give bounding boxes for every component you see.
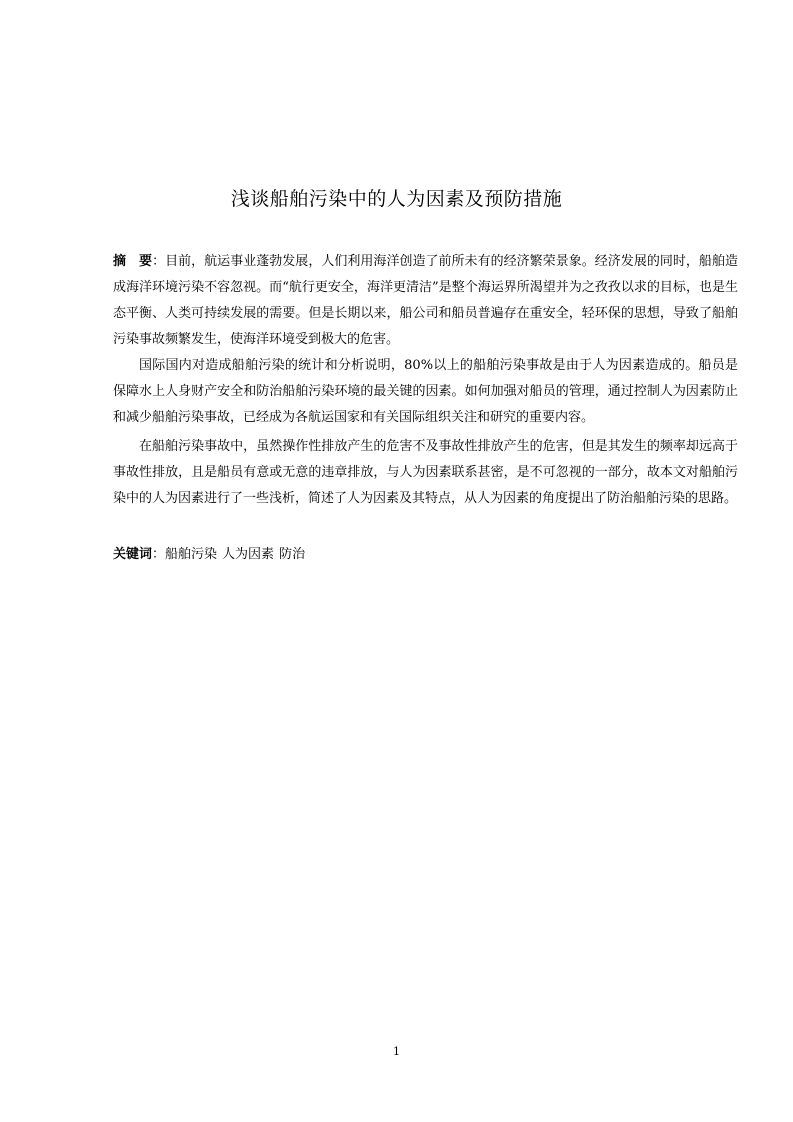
document-title: 浅谈船舶污染中的人为因素及预防措施	[230, 188, 563, 210]
abstract-colon: ：	[152, 254, 166, 269]
page-number: 1	[393, 1045, 400, 1058]
keywords-colon: ：	[152, 547, 166, 562]
keyword-item: 防治	[279, 547, 306, 562]
abstract-text: 目前，航运事业蓬勃发展，人们利用海洋创造了前所未有的经济繁荣景象。经济发展的同时，船舶造成海洋环境污染不容忽视。而“航行更安全，海洋更清洁”是整个海运界所渴望并为之孜孜以求的目标，也是生态平衡、人类可持续发展的需要。但是长期以来，船公司和船员普遍存在重安全，轻环保的思想，导致了船舶污染事故频繁发生，使海洋环境受到极大的危害。	[113, 254, 738, 347]
keywords-line	[113, 542, 738, 568]
keyword-item: 人为因素	[222, 547, 275, 562]
body-paragraph-1: 国际国内对造成船舶污染的统计和分析说明，80%以上的船舶污染事故是由于人为因素造成的。船员是保障水上人身财产安全和防治船舶污染环境的最关键的因素。如何加强对船员的管理，通过控制人为因素防止和减少船舶污染事故，已经成为各航运国家和有关国际组织关注和研究的重要内容。	[113, 358, 738, 425]
body-paragraph-2: 在船舶污染事故中，虽然操作性排放产生的危害不及事故性排放产生的危害，但是其发生的频率却远高于事故性排放，且是船员有意或无意的违章排放，与人为因素联系甚密，是不可忽视的一部分，故本文对船舶污染中的人为因素进行了一些浅析，简述了人为因素及其特点，从人为因素的角度提出了防治船舶污染的思路。	[113, 439, 738, 506]
keyword-item: 船舶污染	[165, 547, 218, 562]
keywords-label: 关键词	[113, 547, 153, 562]
abstract-paragraph	[113, 249, 738, 353]
abstract-label: 摘 要	[113, 254, 153, 269]
